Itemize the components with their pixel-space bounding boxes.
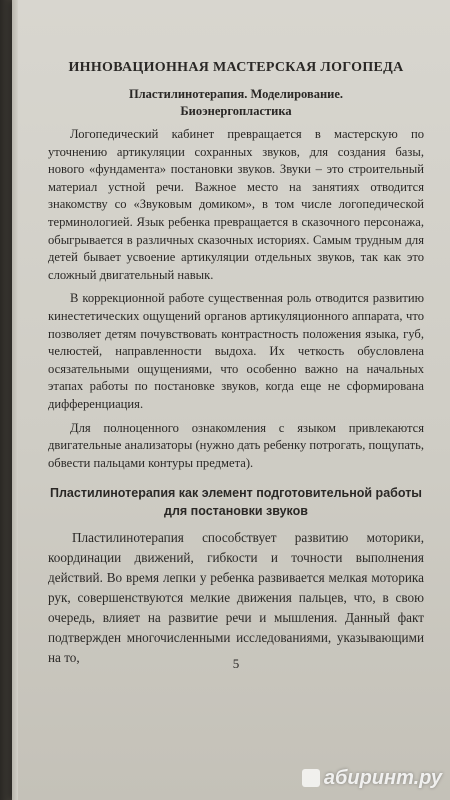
chapter-subtitle [48, 86, 424, 120]
labirint-watermark [302, 767, 442, 790]
page-content [48, 60, 424, 671]
watermark-text: абиринт.ру [323, 767, 442, 789]
page-number: 5 [232, 656, 240, 671]
paragraph-1: Логопедический кабинет превращается в мастерскую по уточнению артикуляции сохранных звуков, для создания базы, нового «фундамента» постановки звуков. Звуки – это строительный материал устной речи. Важное место на занятиях отводится знакомству со «Звуковым домиком», в том числе логопедической терминологией. Язык ребенка превращается в сказочного персонажа, обыгрывается в различных сказочных историях. Самым трудным для детей бывает усвоение артикуляции отдельных звуков, так как это сложный двигательный навык. [48, 127, 424, 282]
section-heading-line-1: Пластилинотерапия как элемент подготовительной работы [50, 486, 422, 501]
section-paragraph: Пластилинотерапия способствует развитию моторики, координации движений, гибкости и точности выполнения действий. Во время лепки у ребенка развивается мелкая моторика рук, совершенствуются мелкие движения пальцев, что, в свою очередь, влияет на развитие речи и мышления. Данный факт подтвержден многочисленными исследованиями, указывающими на то, [48, 530, 424, 666]
chapter-title: ИННОВАЦИОННАЯ МАСТЕРСКАЯ ЛОГОПЕДА [68, 60, 404, 75]
section-heading-line-2: для постановки звуков [164, 504, 308, 519]
paragraph-2: В коррекционной работе существенная роль отводится развитию кинестетических ощущений органов артикуляционного аппарата, что позволяет детям почувствовать контрастность положения языка, губ, челюстей, направленности выдоха. Их четкость обусловлена осязательными ощущениями, что особенно важно на начальных этапах работы по постановке звуков, когда еще не сформирована дифференциация. [48, 291, 424, 411]
subtitle-line-1: Пластилинотерапия. Моделирование. [128, 87, 344, 101]
page-edge [12, 0, 18, 800]
paragraph-3: Для полноценного ознакомления с языком привлекаются двигательные анализаторы (нужно дать ребенку потрогать, пощупать, обвести пальцами контуры предмета). [48, 420, 424, 470]
subtitle-line-2: Биоэнергопластика [180, 104, 292, 118]
book-page [12, 0, 450, 800]
section-heading [48, 484, 424, 520]
labirint-logo-icon [302, 769, 320, 787]
